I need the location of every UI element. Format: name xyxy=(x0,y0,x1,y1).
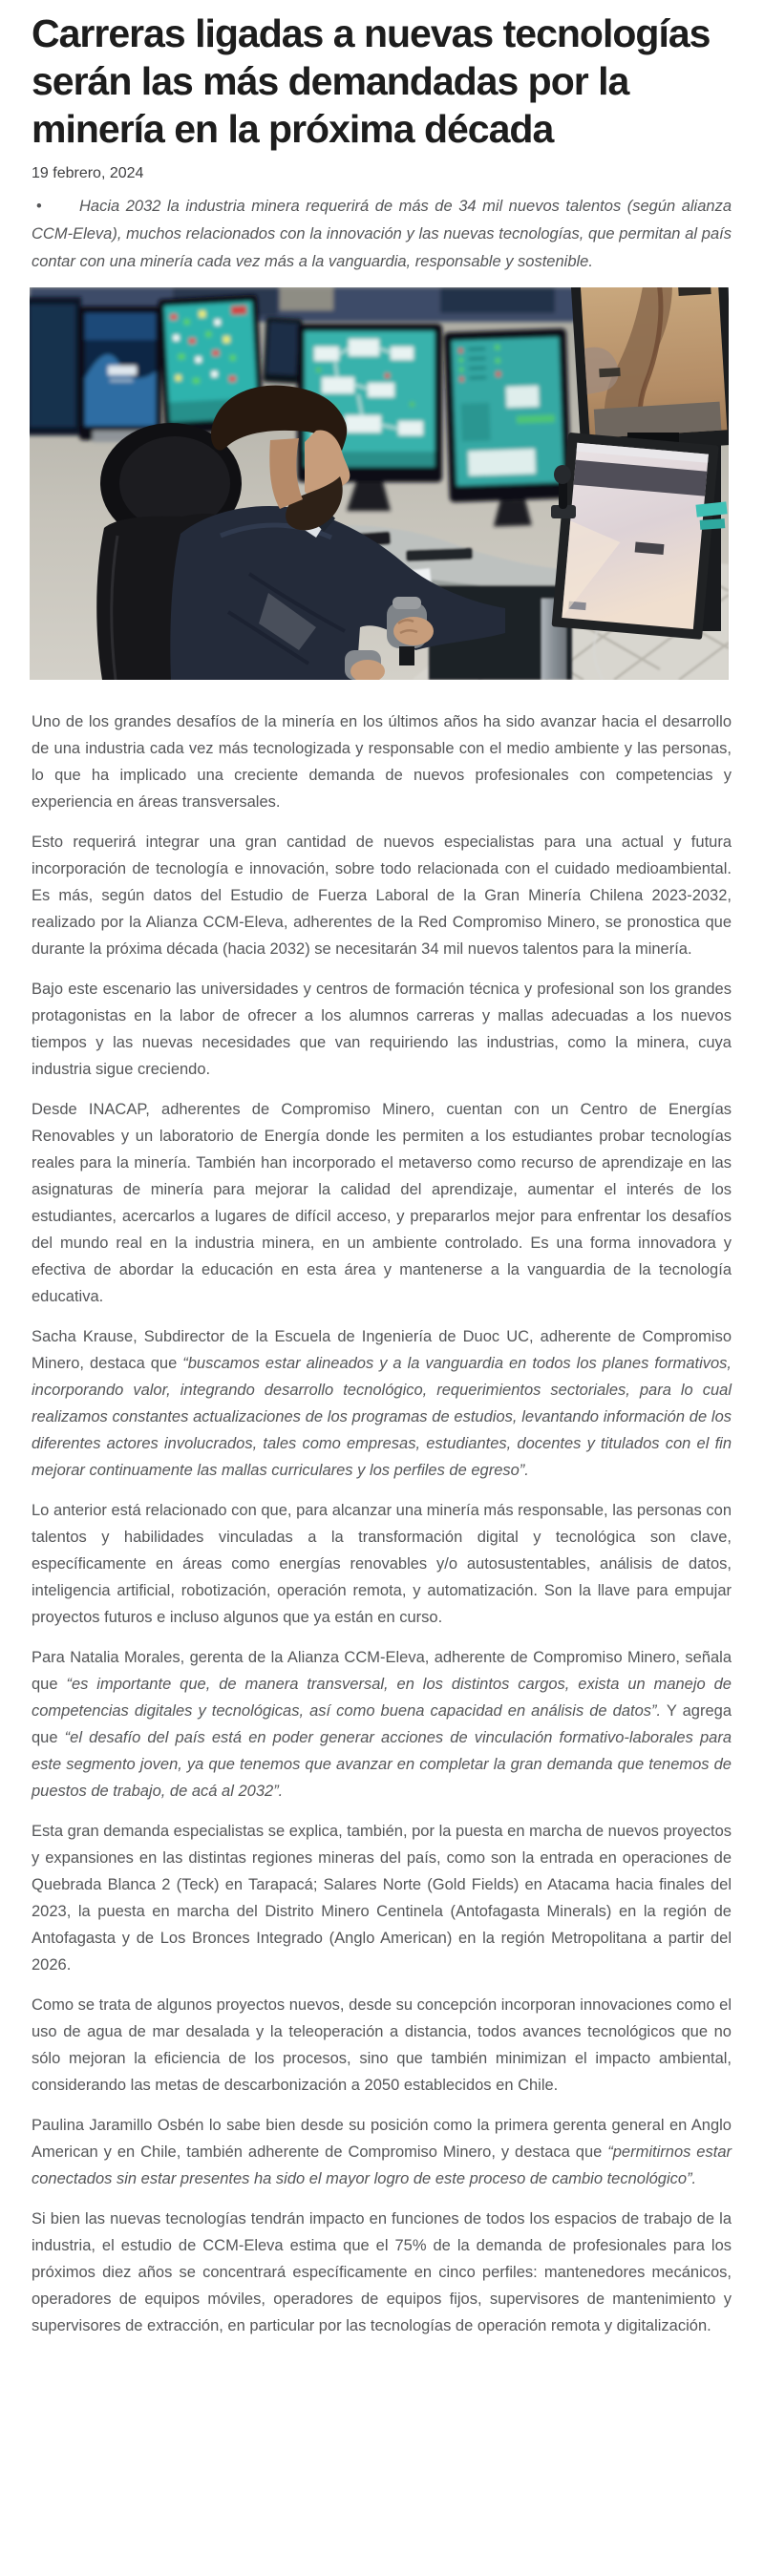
article-paragraph: Para Natalia Morales, gerenta de la Alianza CCM-Eleva, adherente de Compromiso Minero, señala que “es importante que, de manera transversal, en los distintos cargos, exista un manejo de competencias digitales y tecnológicas, así como buena capacidad en análisis de datos”. Y agrega que “el desafío del país está en poder generar acciones de vinculación formativo-laborales para este segmento joven, ya que tenemos que avanzar en completar la gran demanda que tenemos de puestos de trabajo, de acá al 2032”. xyxy=(32,1649,732,1800)
article-lead-text: Hacia 2032 la industria minera requerirá de más de 34 mil nuevos talentos (según alianza CCM-Eleva), muchos relacionados con la innovación y las nuevas tecnologías, que permitan al país contar con una minería cada vez más a la vanguardia, responsable y sostenible. xyxy=(32,198,732,270)
article-paragraph: Lo anterior está relacionado con que, para alcanzar una minería más responsable, las personas con talentos y habilidades vinculadas a la transformación digital y tecnológica son clave, específicamente en áreas como energías renovables y/o autosustentables, análisis de datos, inteligencia artificial, robotización, operación remota, y automatización. Son la llave para empujar proyectos futuros e incluso algunos que ya están en curso. xyxy=(32,1502,732,1626)
article-paragraph: Paulina Jaramillo Osbén lo sabe bien desde su posición como la primera gerenta general en Anglo American y en Chile, también adherente de Compromiso Minero, y destaca que “permitirnos estar conectados sin estar presentes ha sido el mayor logro de este proceso de cambio tecnológico”. xyxy=(32,2117,732,2187)
article-body xyxy=(32,708,732,2339)
article-lead xyxy=(32,193,732,276)
joystick-controller-2 xyxy=(345,650,385,680)
control-room-photo-illustration xyxy=(30,287,729,680)
article-paragraph: Desde INACAP, adherentes de Compromiso Minero, cuentan con un Centro de Energías Renovables y un laboratorio de Energía donde les permiten a los estudiantes probar tecnologías reales para la minería. También han incorporado el metaverso como recurso de aprendizaje en las asignaturas de minería para mejorar la calidad del aprendizaje, aumentar el interés de los estudiantes, acercarlos a lugares de difícil acceso, y prepararlos mejor para enfrentar los desafíos del mundo real en la industria minera, en un ambiente controlado. Es una forma innovadora y efectiva de abordar la educación en esta área y mantenerse a la vanguardia de la tecnología educativa. xyxy=(32,1101,732,1305)
article-paragraph: Esto requerirá integrar una gran cantidad de nuevos especialistas para una actual y futura incorporación de tecnología e innovación, sobre todo relacionada con el cuidado medioambiental. Es más, según datos del Estudio de Fuerza Laboral de la Gran Minería Chilena 2023-2032, realizado por la Alianza CCM-Eleva, adherentes de la Red Compromiso Minero, se pronostica que durante la próxima década (hacia 2032) se necesitarán 34 mil nuevos talentos para la minería. xyxy=(32,834,732,958)
article-title: Carreras ligadas a nuevas tecnologías serán las más demandadas por la minería en la próxima década xyxy=(32,11,711,151)
article-paragraph: Uno de los grandes desafíos de la minería en los últimos años ha sido avanzar hacia el desarrollo de una industria cada vez más tecnologizada y responsable con el medio ambiente y las personas, lo que ha implicado una creciente demanda de nuevos profesionales con competencias y experiencia en áreas transversales. xyxy=(32,713,732,811)
article-paragraph: Como se trata de algunos proyectos nuevos, desde su concepción incorporan innovaciones como el uso de agua de mar desalada y la teleoperación a distancia, todos avances tecnológicos que no sólo mejoran la eficiencia de los procesos, sino que también minimizan el impacto ambiental, considerando las metas de descarbonización a 2050 establecidos en Chile. xyxy=(32,1996,732,2094)
bullet-marker: • xyxy=(36,198,42,215)
dual-monitor-stack xyxy=(551,287,729,640)
control-room-photo xyxy=(30,287,729,680)
article-paragraph: Esta gran demanda especialistas se explica, también, por la puesta en marcha de nuevos proyectos y expansiones en las distintas regiones mineras del país, como son la entrada en operaciones de Quebrada Blanca 2 (Teck) en Tarapacá; Salares Norte (Gold Fields) en Atacama hacia finales del 2023, la puesta en marcha del Distrito Minero Centinela (Antofagasta Minerals) en la región de Antofagasta y de Los Bronces Integrado (Anglo American) en la región Metropolitana a partir del 2026. xyxy=(32,1823,732,1974)
article-paragraph: Sacha Krause, Subdirector de la Escuela de Ingeniería de Duoc UC, adherente de Compromiso Minero, destaca que “buscamos estar alineados y a la vanguardia en todos los planes formativos, incorporando valor, integrando desarrollo tecnológico, requerimientos sectoriales, para lo cual realizamos constantes actualizaciones de los programas de estudios, levantando información de los diferentes actores involucrados, tales como empresas, estudiantes, docentes y titulados con el fin mejorar continuamente las mallas curriculares y los perfiles de egreso”. xyxy=(32,1328,732,1479)
article-paragraph: Bajo este escenario las universidades y centros de formación técnica y profesional son los grandes protagonistas en la labor de ofrecer a los alumnos carreras y mallas adecuadas a los nuevos tiempos y las nuevas necesidades que van requiriendo las industrias, como la minera, cuya industria sigue creciendo. xyxy=(32,981,732,1078)
article-paragraph: Si bien las nuevas tecnologías tendrán impacto en funciones de todos los espacios de trabajo de la industria, el estudio de CCM-Eleva estima que el 75% de la demanda de profesionales para los próximos diez años se concentrará específicamente en cinco perfiles: mantenedores mecánicos, operadores de equipos móviles, operadores de equipos fijos, supervisores de mantenimiento y supervisores de extracción, en particular por las tecnologías de operación remota y digitalización. xyxy=(32,2210,732,2334)
article-date: 19 febrero, 2024 xyxy=(32,165,144,181)
